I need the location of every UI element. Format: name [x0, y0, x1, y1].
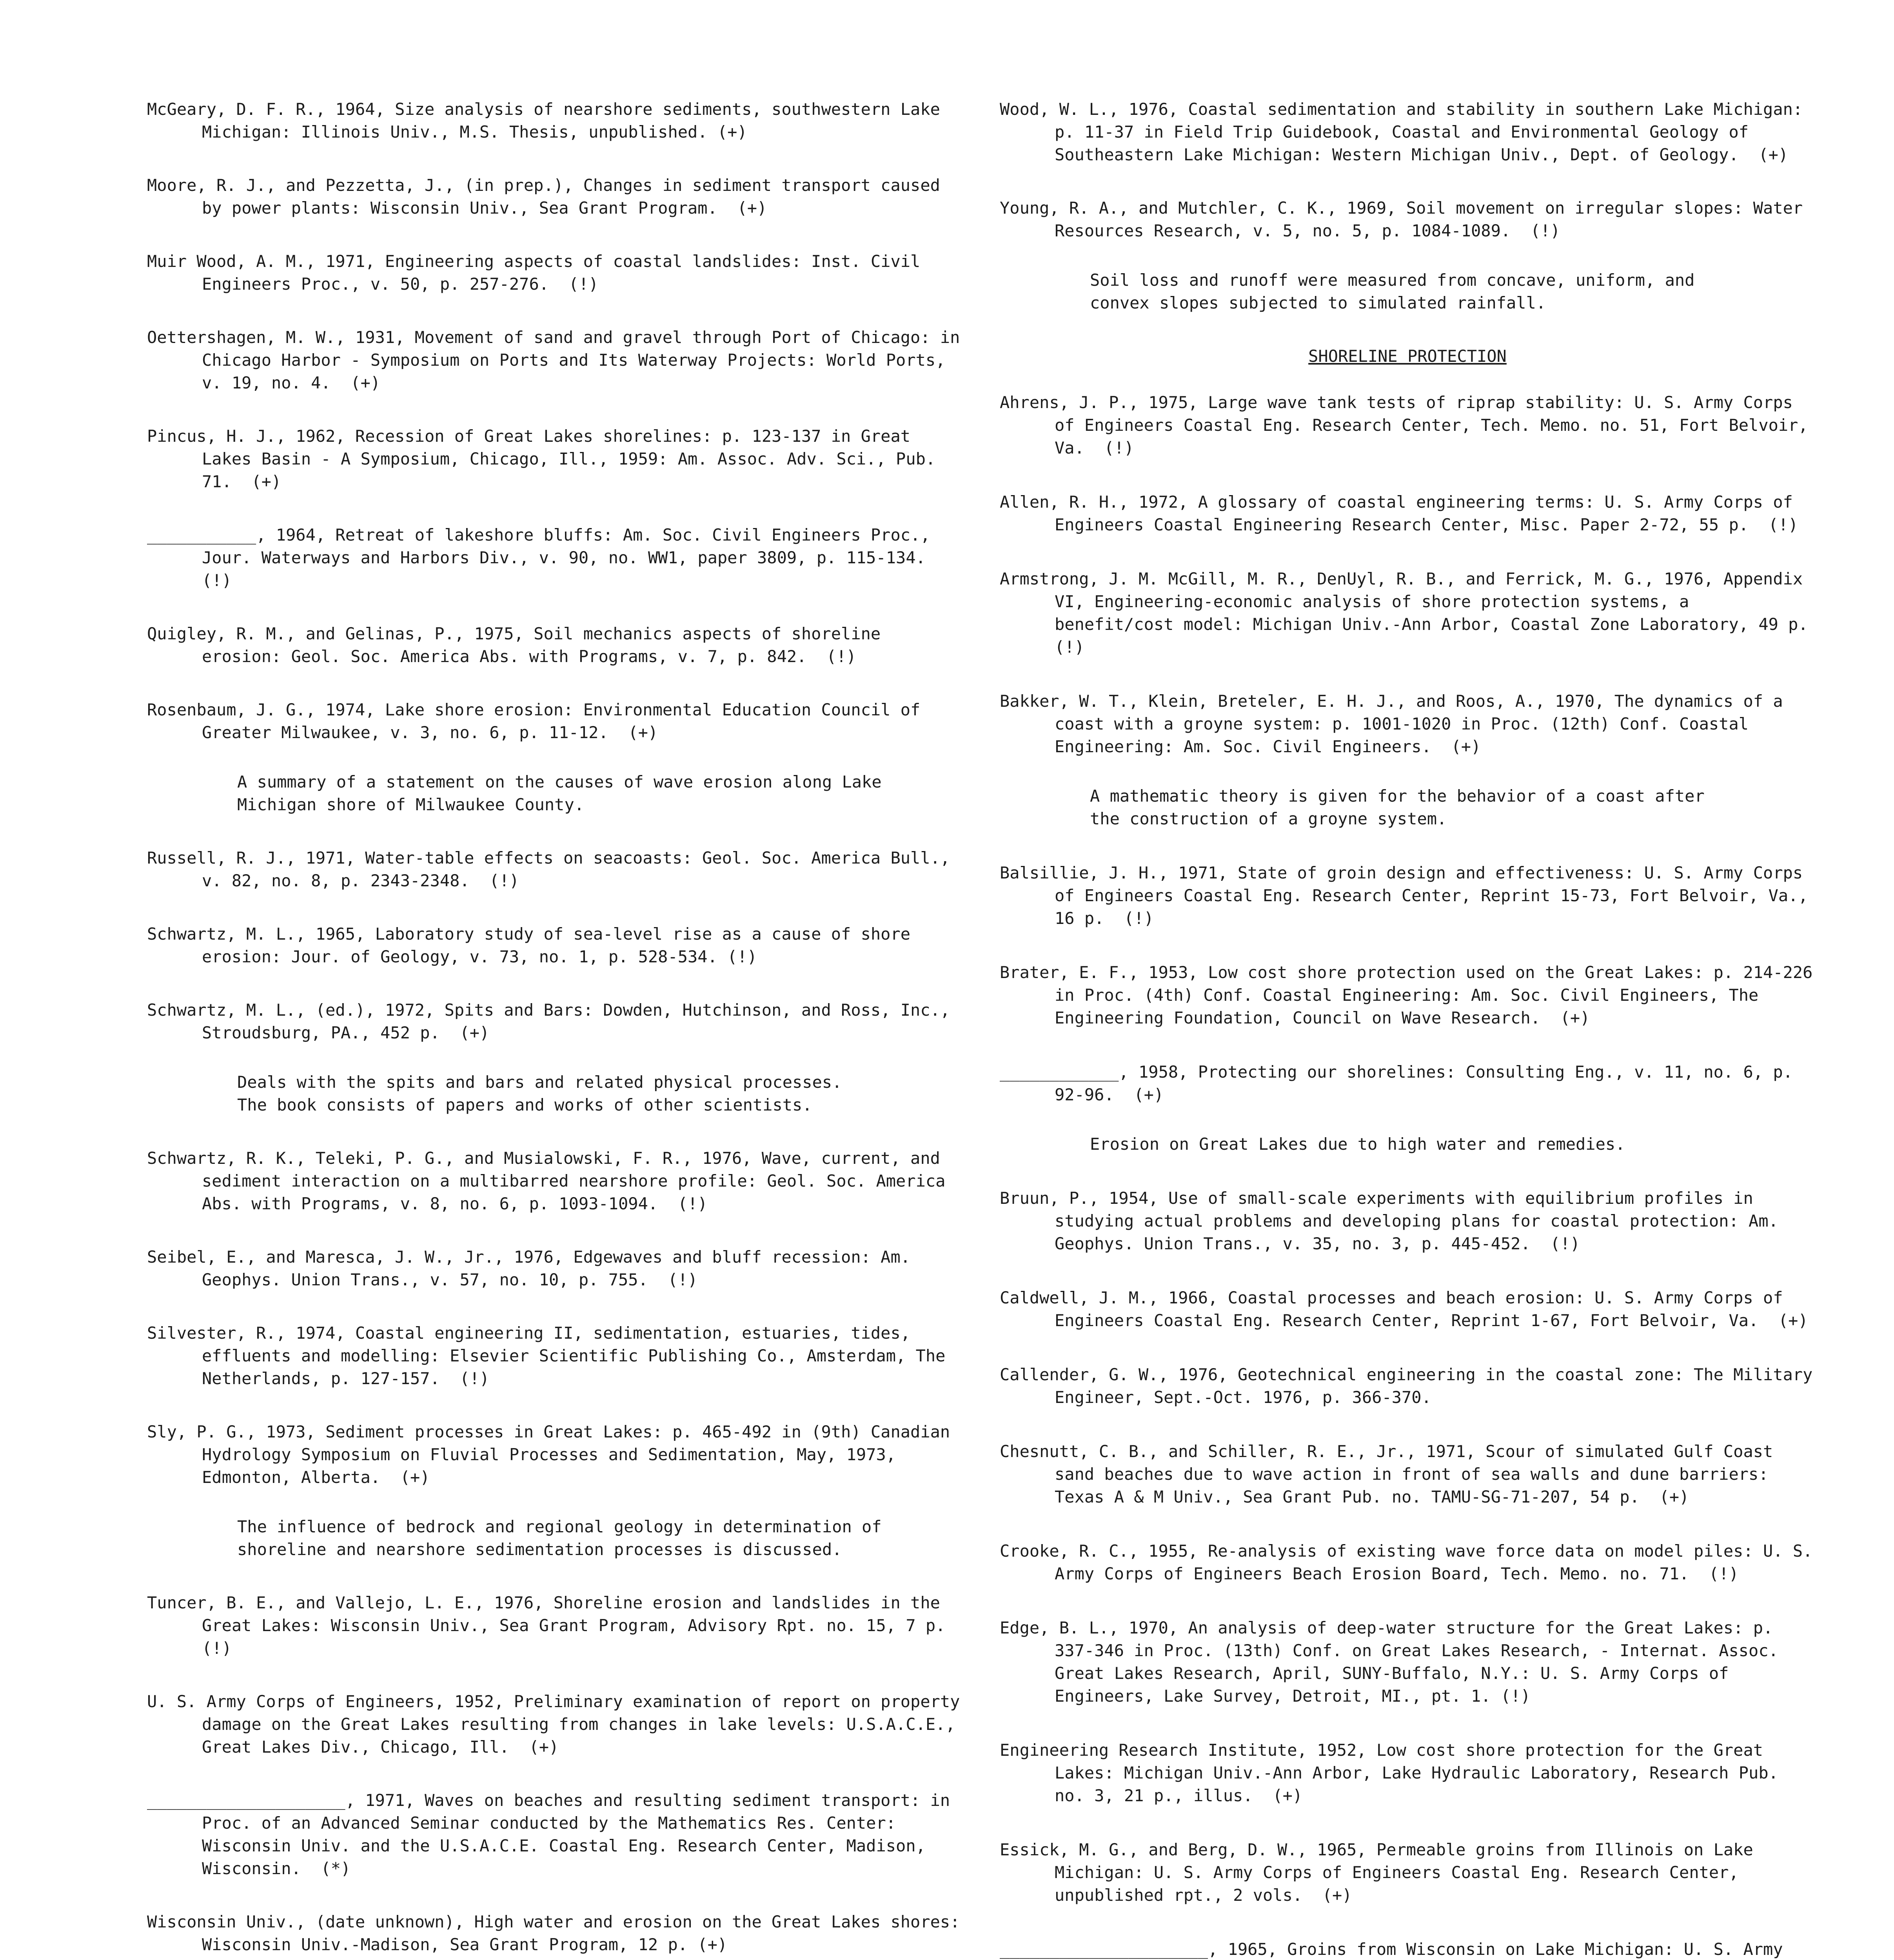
bibliography-entry [147, 98, 962, 143]
citation-text: Essick, M. G., and Berg, D. W., 1965, Permeable groins from Illinois on Lake Michigan: U. S. Army Corps of Engineers Coastal Eng. Research Center, unpublished rpt., 2 vols. (+) [1000, 1840, 1763, 1905]
left-column [147, 98, 970, 1960]
citation-text: Engineering Research Institute, 1952, Low cost shore protection for the Great Lakes: Michigan Univ.-Ann Arbor, Lake Hydraulic Laboratory, Research Pub. no. 3, 21 p., illus. (+) [1000, 1740, 1789, 1805]
bibliography-entry [147, 1592, 966, 1660]
bibliography-entry [147, 699, 962, 816]
section-heading: SHORELINE PROTECTION [1308, 347, 1507, 366]
citation-text: Bakker, W. T., Klein, Breteler, E. H. J., and Roos, A., 1970, The dynamics of a coast with a groyne system: p. 1001-1020 in Proc. (12th) Conf. Coastal Engineering: Am. Soc. Civil Engineers. (+) [1000, 691, 1793, 756]
citation-text: Callender, G. W., 1976, Geotechnical engineering in the coastal zone: The Military Engineer, Sept.-Oct. 1976, p. 366-370. [1000, 1365, 1823, 1407]
bibliography-entry [1000, 1061, 1815, 1156]
citation-text: Rosenbaum, J. G., 1974, Lake shore erosion: Environmental Education Council of Greater Milwaukee, v. 3, no. 6, p. 11-12. (+) [147, 700, 930, 742]
abstract-note: Deals with the spits and bars and related physical processes. The book consists of papers and works of other scientists. [237, 1073, 862, 1114]
abstract-note: The influence of bedrock and regional geology in determination of shoreline and nearshore sedimentation processes is discussed. [237, 1517, 892, 1559]
citation-text: Edge, B. L., 1970, An analysis of deep-water structure for the Great Lakes: p. 337-346 in Proc. (13th) Conf. on Great Lakes Research, - Internat. Assoc. Great Lakes Research, April, SUNY-Buffalo, N.Y.: U. S. Army Corps of Engineers, Lake Survey, Detroit, MI., pt. 1. (!) [1000, 1618, 1789, 1706]
citation-text: Wood, W. L., 1976, Coastal sedimentation and stability in southern Lake Michigan: p. 11-37 in Field Trip Guidebook, Coastal and Environmental Geology of Southeastern Lake Michigan: Western Michigan Univ., Dept. of Geology. (+) [1000, 100, 1813, 164]
bibliography-entry [1000, 491, 1815, 536]
right-column-top-entries [1000, 98, 1815, 314]
bibliography-entry [1000, 690, 1815, 830]
citation-text: Ahrens, J. P., 1975, Large wave tank tests of riprap stability: U. S. Army Corps of Engineers Coastal Eng. Research Center, Tech. Memo. no. 51, Fort Belvoir, Va. (!) [1000, 393, 1818, 457]
citation-text: Crooke, R. C., 1955, Re-analysis of existing wave force data on model piles: U. S. Army Corps of Engineers Beach Erosion Board, Tech. Memo. no. 71. (!) [1000, 1541, 1823, 1583]
bibliography-entry [147, 1147, 962, 1215]
citation-text: ____________, 1958, Protecting our shorelines: Consulting Eng., v. 11, no. 6, p. 92-96. (+) [1000, 1062, 1803, 1104]
bibliography-entry [147, 1911, 970, 1960]
citation-text: Sly, P. G., 1973, Sediment processes in Great Lakes: p. 465-492 in (9th) Canadian Hydrology Symposium on Fluvial Processes and Sedimentation, May, 1973, Edmonton, Alberta. (+) [147, 1422, 960, 1487]
bibliography-entry [1000, 1187, 1815, 1255]
bibliography-entry [147, 1690, 970, 1759]
citation-text: Russell, R. J., 1971, Water-table effects on seacoasts: Geol. Soc. America Bull., v. 82, no. 8, p. 2343-2348. (!) [147, 848, 960, 890]
bibliography-entry [1000, 1287, 1815, 1332]
citation-text: Allen, R. H., 1972, A glossary of coastal engineering terms: U. S. Army Corps of Engineers Coastal Engineering Research Center, Misc. Paper 2-72, 55 p. (!) [1000, 492, 1803, 534]
citation-text: Schwartz, R. K., Teleki, P. G., and Musialowski, F. R., 1976, Wave, current, and sediment interaction on a multibarred nearshore profile: Geol. Soc. America Abs. with Programs, v. 8, no. 6, p. 1093-1094. (!) [147, 1149, 955, 1213]
citation-text: Quigley, R. M., and Gelinas, P., 1975, Soil mechanics aspects of shoreline erosion: Geol. Soc. America Abs. with Programs, v. 7, p. 842. (!) [147, 624, 891, 666]
bibliography-entry [1000, 1617, 1815, 1708]
bibliography-entry [1000, 1363, 1823, 1409]
bibliography-entry [147, 174, 962, 220]
citation-text: Brater, E. F., 1953, Low cost shore protection used on the Great Lakes: p. 214-226 in Proc. (4th) Conf. Coastal Engineering: Am. Soc. Civil Engineers, The Engineering Foundation, Council on Wave Research. (+) [1000, 963, 1823, 1027]
abstract-note: Erosion on Great Lakes due to high water and remedies. [1090, 1134, 1625, 1154]
bibliography-entry [1000, 1838, 1815, 1907]
abstract-note: Soil loss and runoff were measured from concave, uniform, and convex slopes subjected to simulated rainfall. [1090, 270, 1705, 312]
bibliography-entry [1000, 98, 1815, 166]
citation-text: _____________________, 1965, Groins from Wisconsin on Lake Michigan: U. S. Army [1000, 1940, 1783, 1959]
right-column [1000, 98, 1828, 1960]
bibliography-entry [147, 622, 962, 668]
bibliography-entry [147, 1246, 962, 1291]
bibliography-entry [147, 524, 962, 592]
bibliography-entry [1000, 1739, 1815, 1807]
citation-text: Schwartz, M. L., (ed.), 1972, Spits and Bars: Dowden, Hutchinson, and Ross, Inc., Stroudsburg, PA., 452 p. (+) [147, 1000, 960, 1042]
citation-text: Schwartz, M. L., 1965, Laboratory study of sea-level rise as a cause of shore erosion: Jour. of Geology, v. 73, no. 1, p. 528-534. (!) [147, 924, 921, 966]
right-column-entries [1000, 391, 1828, 1960]
citation-text: Young, R. A., and Mutchler, C. K., 1969, Soil movement on irregular slopes: Water Resources Research, v. 5, no. 5, p. 1084-1089. (!) [1000, 198, 1813, 240]
bibliography-entry [147, 250, 962, 296]
bibliography-entry [1000, 961, 1823, 1029]
bibliography-entry [147, 326, 970, 394]
citation-text: Pincus, H. J., 1962, Recession of Great Lakes shorelines: p. 123-137 in Great Lakes Basin - A Symposium, Chicago, Ill., 1959: Am. Assoc. Adv. Sci., Pub. 71. (+) [147, 426, 946, 491]
bibliography-entry [147, 923, 962, 968]
citation-text: McGeary, D. F. R., 1964, Size analysis of nearshore sediments, southwestern Lake Michigan: Illinois Univ., M.S. Thesis, unpublished. (+) [147, 100, 950, 142]
bibliography-entry [147, 1421, 962, 1561]
bibliography-entry [147, 847, 962, 892]
bibliography-entry [147, 425, 962, 493]
citation-text: ___________, 1964, Retreat of lakeshore bluffs: Am. Soc. Civil Engineers Proc., Jour. Waterways and Harbors Div., v. 90, no. WW1, paper 3809, p. 115-134. (!) [147, 525, 946, 590]
bibliography-entry [1000, 862, 1818, 930]
citation-text: Oettershagen, M. W., 1931, Movement of sand and gravel through Port of Chicago: in Chicago Harbor - Symposium on Ports and Its Waterway Projects: World Ports, v. 19, no. 4. (+) [147, 328, 970, 392]
citation-text: Wisconsin Univ., (date unknown), High water and erosion on the Great Lakes shores: Wisconsin Univ.-Madison, Sea Grant Program, 12 p. (+) [147, 1912, 970, 1954]
citation-text: Chesnutt, C. B., and Schiller, R. E., Jr., 1971, Scour of simulated Gulf Coast sand beaches due to wave action in front of sea walls and dune barriers: Texas A & M Univ., Sea Grant Pub. no. TAMU-SG-71-207, 54 p. (+) [1000, 1442, 1783, 1506]
citation-text: Tuncer, B. E., and Vallejo, L. E., 1976, Shoreline erosion and landslides in the Great Lakes: Wisconsin Univ., Sea Grant Program, Advisory Rpt. no. 15, 7 p. (!) [147, 1593, 966, 1658]
bibliography-entry [1000, 1938, 1815, 1960]
bibliography-entry [1000, 1440, 1815, 1508]
citation-text: Moore, R. J., and Pezzetta, J., (in prep.), Changes in sediment transport caused by power plants: Wisconsin Univ., Sea Grant Program. (+) [147, 176, 950, 218]
citation-text: Balsillie, J. H., 1971, State of groin design and effectiveness: U. S. Army Corps of Engineers Coastal Eng. Research Center, Reprint 15-73, Fort Belvoir, Va., 16 p. (!) [1000, 863, 1818, 928]
bibliography-entry [147, 1789, 962, 1880]
bibliography-entry [147, 1322, 962, 1390]
citation-text: Caldwell, J. M., 1966, Coastal processes and beach erosion: U. S. Army Corps of Engineers Coastal Eng. Research Center, Reprint 1-67, Fort Belvoir, Va. (+) [1000, 1288, 1808, 1330]
citation-text: Bruun, P., 1954, Use of small-scale experiments with equilibrium profiles in studying actual problems and developing plans for coastal protection: Am. Geophys. Union Trans., v. 35, no. 3, p. 445-452. (!) [1000, 1189, 1789, 1253]
citation-text: Seibel, E., and Maresca, J. W., Jr., 1976, Edgewaves and bluff recession: Am. Geophys. Union Trans., v. 57, no. 10, p. 755. (!) [147, 1247, 921, 1289]
bibliography-entry [1000, 568, 1828, 659]
citation-text: Armstrong, J. M. McGill, M. R., DenUyl, R. B., and Ferrick, M. G., 1976, Appendix VI, Engineering-economic analysis of shore protection systems, a benefit/cost model: Michigan Univ.-Ann Arbor, Coastal Zone Laboratory, 49 p. (!) [1000, 569, 1828, 657]
citation-text: U. S. Army Corps of Engineers, 1952, Preliminary examination of report on property damage on the Great Lakes resulting from changes in lake levels: U.S.A.C.E., Great Lakes Div., Chicago, Ill. (+) [147, 1692, 970, 1757]
bibliography-entry [1000, 197, 1815, 314]
bibliography-entry [147, 999, 962, 1116]
bibliography-entry [1000, 1540, 1823, 1585]
bibliography-entry [1000, 391, 1818, 459]
abstract-note: A mathematic theory is given for the behavior of a coast after the construction of a groyne system. [1090, 786, 1715, 828]
citation-text: Muir Wood, A. M., 1971, Engineering aspects of coastal landslides: Inst. Civil Engineers Proc., v. 50, p. 257-276. (!) [147, 252, 930, 294]
citation-text: ____________________, 1971, Waves on beaches and resulting sediment transport: in Proc. of an Advanced Seminar conducted by the Mathematics Res. Center: Wisconsin Univ. and the U.S.A.C.E. Coastal Eng. Research Center, Madison, Wisconsin. (*) [147, 1791, 960, 1878]
citation-text: Silvester, R., 1974, Coastal engineering II, sedimentation, estuaries, tides, effluents and modelling: Elsevier Scientific Publishing Co., Amsterdam, The Netherlands, p. 127-157. (!) [147, 1323, 955, 1388]
abstract-note: A summary of a statement on the causes of wave erosion along Lake Michigan shore of Milwaukee County. [237, 772, 892, 814]
